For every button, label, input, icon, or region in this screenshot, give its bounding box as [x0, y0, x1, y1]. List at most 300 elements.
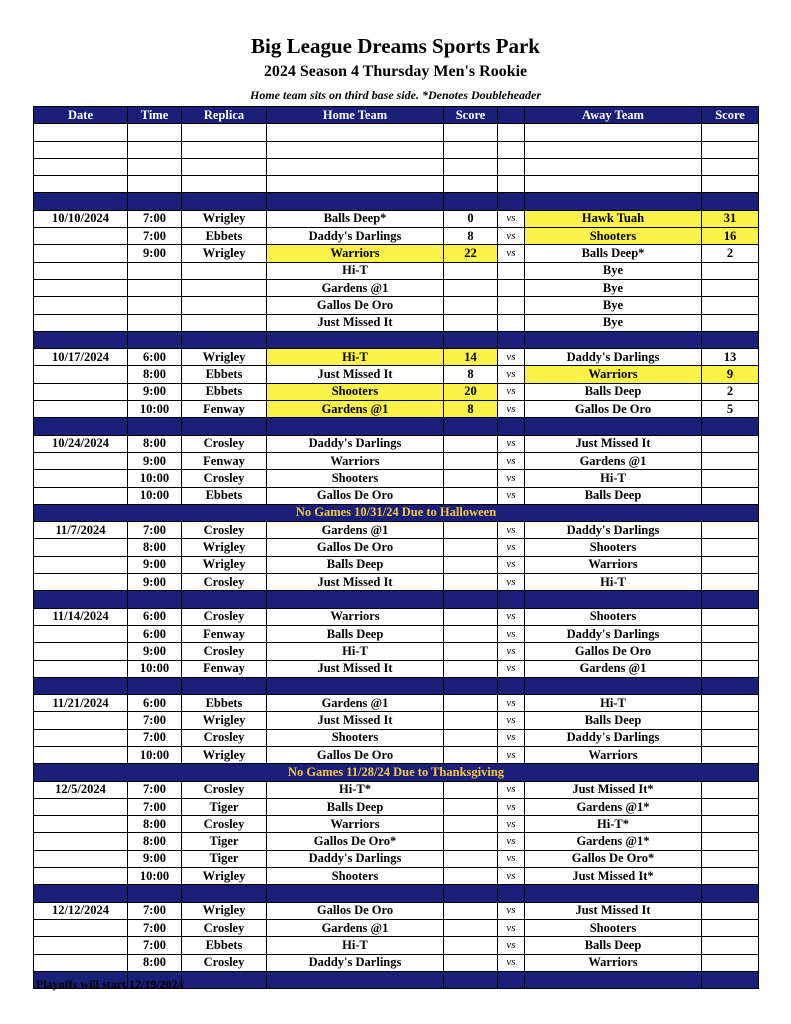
separator-cell — [34, 331, 128, 348]
cell-time: 8:00 — [128, 366, 182, 383]
cell-away-score — [702, 798, 759, 815]
game-row — [34, 297, 759, 314]
cell-away-score — [702, 850, 759, 867]
separator-cell — [34, 677, 128, 694]
game-row — [34, 539, 759, 556]
week-separator-row — [34, 677, 759, 694]
cell-vs: vs — [498, 625, 525, 642]
notice-text: No Games 10/31/24 Due to Halloween — [34, 504, 759, 521]
separator-cell — [525, 418, 702, 435]
cell-home-team: Balls Deep — [267, 798, 444, 815]
cell-vs: vs — [498, 902, 525, 919]
separator-cell — [702, 591, 759, 608]
separator-cell — [267, 885, 444, 902]
cell-replica: Crosley — [182, 729, 267, 746]
cell-vs: vs — [498, 470, 525, 487]
cell-replica — [182, 314, 267, 331]
cell-away-score — [702, 660, 759, 677]
separator-cell — [444, 677, 498, 694]
cell-vs: vs — [498, 816, 525, 833]
cell-away-score — [702, 643, 759, 660]
cell-time: 10:00 — [128, 470, 182, 487]
separator-cell — [498, 971, 525, 988]
cell-date — [34, 452, 128, 469]
cell-time: 6:00 — [128, 349, 182, 366]
cell-time: 10:00 — [128, 401, 182, 418]
separator-cell — [525, 971, 702, 988]
blank-cell — [498, 176, 525, 193]
cell-home-team: Just Missed It — [267, 574, 444, 591]
cell-home-score — [444, 833, 498, 850]
game-row — [34, 470, 759, 487]
cell-replica: Crosley — [182, 781, 267, 798]
game-row — [34, 919, 759, 936]
cell-date — [34, 798, 128, 815]
separator-cell — [498, 331, 525, 348]
separator-cell — [525, 193, 702, 210]
blank-cell — [267, 176, 444, 193]
cell-vs: vs — [498, 608, 525, 625]
cell-time — [128, 297, 182, 314]
separator-cell — [525, 677, 702, 694]
cell-home-team: Gallos De Oro — [267, 487, 444, 504]
cell-time: 7:00 — [128, 522, 182, 539]
cell-away-team: Gardens @1* — [525, 833, 702, 850]
blank-cell — [128, 176, 182, 193]
cell-date — [34, 297, 128, 314]
cell-away-team: Hi-T* — [525, 816, 702, 833]
separator-cell — [702, 971, 759, 988]
cell-replica: Crosley — [182, 574, 267, 591]
cell-replica: Wrigley — [182, 245, 267, 262]
cell-vs: vs — [498, 850, 525, 867]
cell-vs: vs — [498, 452, 525, 469]
cell-replica: Ebbets — [182, 366, 267, 383]
cell-replica: Crosley — [182, 435, 267, 452]
game-row — [34, 452, 759, 469]
cell-date: 11/7/2024 — [34, 522, 128, 539]
separator-cell — [444, 885, 498, 902]
cell-home-team: Gallos De Oro — [267, 902, 444, 919]
col-header-vs — [498, 107, 525, 124]
cell-home-score: 8 — [444, 366, 498, 383]
cell-time: 9:00 — [128, 452, 182, 469]
game-row — [34, 522, 759, 539]
blank-cell — [702, 141, 759, 158]
cell-date: 10/24/2024 — [34, 435, 128, 452]
cell-vs: vs — [498, 245, 525, 262]
cell-date — [34, 850, 128, 867]
cell-home-team: Balls Deep — [267, 556, 444, 573]
cell-time: 7:00 — [128, 937, 182, 954]
blank-cell — [498, 124, 525, 141]
blank-cell — [128, 141, 182, 158]
separator-cell — [702, 331, 759, 348]
cell-replica: Tiger — [182, 833, 267, 850]
cell-away-team: Gallos De Oro — [525, 401, 702, 418]
game-row — [34, 574, 759, 591]
game-row — [34, 279, 759, 296]
cell-time: 9:00 — [128, 574, 182, 591]
separator-cell — [182, 331, 267, 348]
cell-away-team: Balls Deep — [525, 487, 702, 504]
cell-away-team: Shooters — [525, 608, 702, 625]
cell-home-team: Shooters — [267, 383, 444, 400]
separator-cell — [498, 677, 525, 694]
cell-away-team: Balls Deep — [525, 383, 702, 400]
cell-away-score — [702, 314, 759, 331]
cell-replica: Ebbets — [182, 383, 267, 400]
game-row — [34, 383, 759, 400]
cell-home-score — [444, 625, 498, 642]
cell-away-score — [702, 868, 759, 885]
cell-vs — [498, 279, 525, 296]
cell-away-score — [702, 937, 759, 954]
separator-cell — [34, 591, 128, 608]
cell-away-team: Gardens @1 — [525, 452, 702, 469]
blank-cell — [444, 158, 498, 175]
cell-home-team: Just Missed It — [267, 712, 444, 729]
cell-time: 10:00 — [128, 868, 182, 885]
cell-home-team: Shooters — [267, 729, 444, 746]
header-row — [34, 107, 759, 124]
cell-vs: vs — [498, 556, 525, 573]
game-row — [34, 816, 759, 833]
separator-cell — [182, 193, 267, 210]
cell-vs: vs — [498, 349, 525, 366]
separator-cell — [498, 885, 525, 902]
cell-time — [128, 314, 182, 331]
cell-date — [34, 625, 128, 642]
cell-away-team: Bye — [525, 314, 702, 331]
cell-time: 7:00 — [128, 729, 182, 746]
blank-cell — [444, 176, 498, 193]
week-separator-row — [34, 885, 759, 902]
separator-cell — [267, 193, 444, 210]
cell-vs: vs — [498, 574, 525, 591]
separator-cell — [182, 591, 267, 608]
game-row — [34, 262, 759, 279]
blank-cell — [128, 124, 182, 141]
blank-row — [34, 158, 759, 175]
cell-home-team: Hi-T* — [267, 781, 444, 798]
cell-replica — [182, 262, 267, 279]
cell-vs: vs — [498, 401, 525, 418]
cell-vs — [498, 297, 525, 314]
separator-cell — [498, 591, 525, 608]
blank-cell — [128, 158, 182, 175]
separator-cell — [498, 193, 525, 210]
blank-row — [34, 176, 759, 193]
cell-time: 7:00 — [128, 210, 182, 227]
cell-time: 8:00 — [128, 816, 182, 833]
cell-date — [34, 954, 128, 971]
cell-vs: vs — [498, 712, 525, 729]
cell-time: 9:00 — [128, 556, 182, 573]
cell-date — [34, 539, 128, 556]
cell-vs: vs — [498, 833, 525, 850]
cell-away-team: Balls Deep — [525, 937, 702, 954]
col-header-away-score: Score — [702, 107, 759, 124]
game-row — [34, 937, 759, 954]
cell-date: 12/5/2024 — [34, 781, 128, 798]
cell-home-score — [444, 314, 498, 331]
separator-cell — [34, 193, 128, 210]
cell-away-team: Gallos De Oro* — [525, 850, 702, 867]
cell-time: 9:00 — [128, 850, 182, 867]
cell-vs: vs — [498, 383, 525, 400]
cell-date — [34, 746, 128, 763]
week-separator-row — [34, 331, 759, 348]
cell-replica: Fenway — [182, 625, 267, 642]
cell-replica: Fenway — [182, 401, 267, 418]
cell-home-team: Hi-T — [267, 643, 444, 660]
cell-away-score — [702, 781, 759, 798]
separator-cell — [444, 331, 498, 348]
cell-date: 10/17/2024 — [34, 349, 128, 366]
cell-date — [34, 314, 128, 331]
cell-away-score — [702, 297, 759, 314]
cell-home-score — [444, 850, 498, 867]
cell-date — [34, 245, 128, 262]
cell-away-team: Just Missed It* — [525, 781, 702, 798]
cell-date — [34, 868, 128, 885]
cell-replica: Crosley — [182, 919, 267, 936]
cell-away-score — [702, 746, 759, 763]
cell-date — [34, 712, 128, 729]
cell-replica: Tiger — [182, 798, 267, 815]
cell-home-score — [444, 746, 498, 763]
cell-home-team: Daddy's Darlings — [267, 228, 444, 245]
cell-home-team: Warriors — [267, 816, 444, 833]
separator-cell — [128, 331, 182, 348]
cell-away-score: 9 — [702, 366, 759, 383]
blank-cell — [34, 124, 128, 141]
separator-cell — [267, 677, 444, 694]
game-row — [34, 643, 759, 660]
cell-replica: Crosley — [182, 954, 267, 971]
cell-away-team: Daddy's Darlings — [525, 522, 702, 539]
cell-home-score — [444, 660, 498, 677]
cell-time — [128, 262, 182, 279]
cell-date — [34, 366, 128, 383]
cell-away-score — [702, 470, 759, 487]
separator-cell — [182, 677, 267, 694]
col-header-home-score: Score — [444, 107, 498, 124]
cell-time: 7:00 — [128, 712, 182, 729]
cell-home-team: Just Missed It — [267, 366, 444, 383]
game-row — [34, 245, 759, 262]
week-separator-row — [34, 193, 759, 210]
schedule-table — [33, 106, 759, 989]
game-row — [34, 366, 759, 383]
cell-vs: vs — [498, 210, 525, 227]
cell-home-team: Balls Deep* — [267, 210, 444, 227]
game-row — [34, 833, 759, 850]
cell-vs: vs — [498, 487, 525, 504]
cell-date — [34, 833, 128, 850]
cell-replica: Crosley — [182, 608, 267, 625]
cell-away-score — [702, 902, 759, 919]
cell-date — [34, 556, 128, 573]
page-title: Big League Dreams Sports Park — [251, 34, 540, 58]
cell-home-score — [444, 902, 498, 919]
cell-vs: vs — [498, 695, 525, 712]
week-separator-row — [34, 591, 759, 608]
cell-away-score: 16 — [702, 228, 759, 245]
blank-cell — [182, 141, 267, 158]
cell-away-score — [702, 712, 759, 729]
cell-away-team: Warriors — [525, 556, 702, 573]
cell-away-score — [702, 556, 759, 573]
game-row — [34, 625, 759, 642]
cell-away-team: Shooters — [525, 228, 702, 245]
game-row — [34, 487, 759, 504]
cell-away-team: Hi-T — [525, 470, 702, 487]
cell-away-score: 5 — [702, 401, 759, 418]
cell-vs: vs — [498, 643, 525, 660]
cell-date: 11/14/2024 — [34, 608, 128, 625]
cell-replica: Ebbets — [182, 937, 267, 954]
cell-away-score — [702, 522, 759, 539]
col-header-replica: Replica — [182, 107, 267, 124]
cell-date: 11/21/2024 — [34, 695, 128, 712]
cell-away-score — [702, 919, 759, 936]
separator-cell — [182, 418, 267, 435]
cell-home-score — [444, 522, 498, 539]
game-row — [34, 868, 759, 885]
separator-cell — [525, 885, 702, 902]
cell-home-score: 22 — [444, 245, 498, 262]
cell-replica: Ebbets — [182, 487, 267, 504]
cell-replica: Fenway — [182, 452, 267, 469]
cell-home-team: Gallos De Oro — [267, 746, 444, 763]
col-header-date: Date — [34, 107, 128, 124]
cell-home-team: Hi-T — [267, 349, 444, 366]
cell-home-team: Gallos De Oro — [267, 297, 444, 314]
cell-time: 8:00 — [128, 954, 182, 971]
cell-home-score — [444, 937, 498, 954]
separator-cell — [128, 591, 182, 608]
cell-away-score — [702, 695, 759, 712]
separator-cell — [267, 971, 444, 988]
cell-home-score — [444, 954, 498, 971]
cell-home-score — [444, 262, 498, 279]
blank-cell — [702, 124, 759, 141]
cell-away-score: 2 — [702, 383, 759, 400]
week-separator-row — [34, 418, 759, 435]
col-header-away-team: Away Team — [525, 107, 702, 124]
cell-away-score — [702, 452, 759, 469]
game-row — [34, 695, 759, 712]
cell-away-team: Hi-T — [525, 574, 702, 591]
cell-home-score — [444, 574, 498, 591]
cell-vs: vs — [498, 522, 525, 539]
cell-date — [34, 487, 128, 504]
cell-home-team: Daddy's Darlings — [267, 850, 444, 867]
cell-home-score — [444, 452, 498, 469]
cell-home-team: Gardens @1 — [267, 401, 444, 418]
cell-vs: vs — [498, 919, 525, 936]
cell-replica: Crosley — [182, 643, 267, 660]
cell-replica — [182, 279, 267, 296]
cell-time: 8:00 — [128, 435, 182, 452]
cell-replica: Tiger — [182, 850, 267, 867]
cell-away-team: Balls Deep — [525, 712, 702, 729]
cell-away-team: Shooters — [525, 539, 702, 556]
cell-vs — [498, 314, 525, 331]
cell-away-team: Warriors — [525, 746, 702, 763]
cell-home-score — [444, 643, 498, 660]
separator-cell — [267, 591, 444, 608]
cell-away-score: 2 — [702, 245, 759, 262]
cell-time: 8:00 — [128, 539, 182, 556]
blank-cell — [267, 158, 444, 175]
cell-home-team: Warriors — [267, 452, 444, 469]
cell-vs — [498, 262, 525, 279]
game-row — [34, 435, 759, 452]
blank-cell — [267, 124, 444, 141]
cell-replica: Fenway — [182, 660, 267, 677]
cell-home-team: Shooters — [267, 868, 444, 885]
game-row — [34, 850, 759, 867]
blank-cell — [525, 141, 702, 158]
cell-date — [34, 470, 128, 487]
separator-cell — [182, 885, 267, 902]
cell-replica: Ebbets — [182, 695, 267, 712]
cell-date — [34, 816, 128, 833]
separator-cell — [128, 418, 182, 435]
game-row — [34, 781, 759, 798]
cell-home-score — [444, 868, 498, 885]
cell-date — [34, 279, 128, 296]
cell-away-team: Gallos De Oro — [525, 643, 702, 660]
cell-home-team: Daddy's Darlings — [267, 954, 444, 971]
notice-text: No Games 11/28/24 Due to Thanksgiving — [34, 764, 759, 781]
blank-row — [34, 124, 759, 141]
cell-away-score — [702, 574, 759, 591]
footer-note: Playoffs will start 12/19/2024 — [36, 977, 184, 991]
cell-home-team: Gallos De Oro* — [267, 833, 444, 850]
separator-cell — [525, 591, 702, 608]
cell-away-team: Hawk Tuah — [525, 210, 702, 227]
cell-home-team: Gardens @1 — [267, 279, 444, 296]
cell-away-team: Bye — [525, 297, 702, 314]
cell-time: 7:00 — [128, 781, 182, 798]
cell-time: 7:00 — [128, 228, 182, 245]
blank-cell — [34, 176, 128, 193]
cell-replica: Wrigley — [182, 746, 267, 763]
separator-cell — [444, 971, 498, 988]
cell-home-team: Just Missed It — [267, 660, 444, 677]
separator-cell — [444, 193, 498, 210]
cell-vs: vs — [498, 954, 525, 971]
blank-cell — [182, 176, 267, 193]
cell-vs: vs — [498, 937, 525, 954]
cell-home-score: 14 — [444, 349, 498, 366]
cell-home-team: Gallos De Oro — [267, 539, 444, 556]
cell-date: 10/10/2024 — [34, 210, 128, 227]
cell-replica: Wrigley — [182, 556, 267, 573]
blank-cell — [182, 158, 267, 175]
cell-away-team: Just Missed It* — [525, 868, 702, 885]
game-row — [34, 314, 759, 331]
cell-home-score — [444, 539, 498, 556]
cell-home-score — [444, 556, 498, 573]
cell-home-score: 0 — [444, 210, 498, 227]
cell-away-score — [702, 487, 759, 504]
separator-cell — [34, 885, 128, 902]
